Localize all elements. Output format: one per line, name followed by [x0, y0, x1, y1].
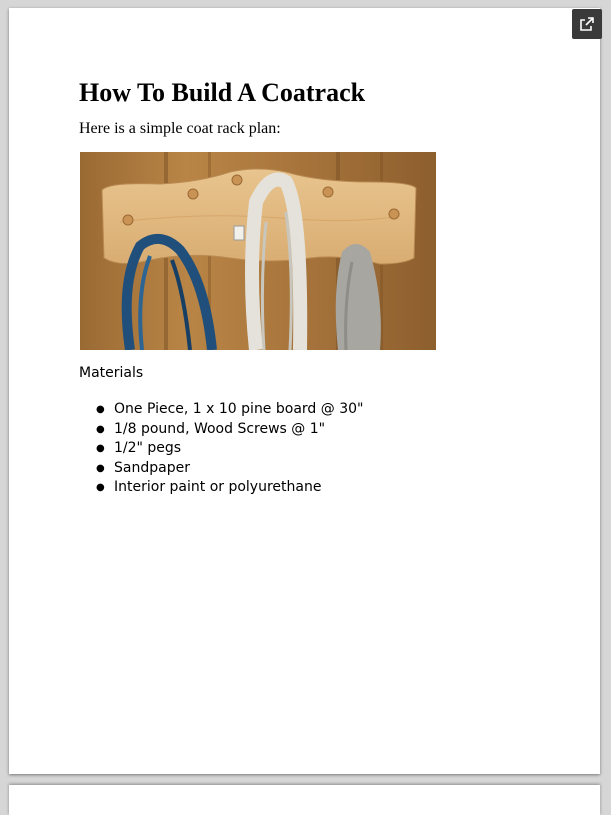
materials-heading: Materials [79, 365, 144, 381]
bullet-icon: ● [96, 482, 105, 493]
next-page [9, 785, 600, 815]
open-in-new-window-button[interactable] [572, 9, 602, 39]
page-title: How To Build A Coatrack [79, 78, 366, 107]
list-item [79, 439, 363, 459]
list-item [79, 400, 363, 420]
list-item [79, 478, 363, 498]
materials-list [79, 400, 363, 498]
bullet-icon: ● [96, 423, 105, 435]
intro-text: Here is a simple coat rack plan: [79, 120, 281, 137]
open-in-new-window-icon [579, 16, 595, 32]
bullet-icon: ● [96, 462, 105, 474]
list-item-text: 1/8 pound, Wood Screws @ 1" [114, 420, 326, 437]
bullet-icon: ● [96, 443, 105, 454]
list-item-text: Interior paint or polyurethane [114, 479, 322, 495]
document-page [9, 8, 600, 774]
bullet-icon: ● [96, 404, 105, 415]
list-item [79, 459, 363, 479]
coat-rack-photo [80, 152, 436, 350]
list-item-text: One Piece, 1 x 10 pine board @ 30" [114, 401, 364, 417]
list-item-text: Sandpaper [114, 459, 190, 476]
list-item [79, 420, 363, 440]
list-item-text: 1/2" pegs [114, 440, 182, 456]
